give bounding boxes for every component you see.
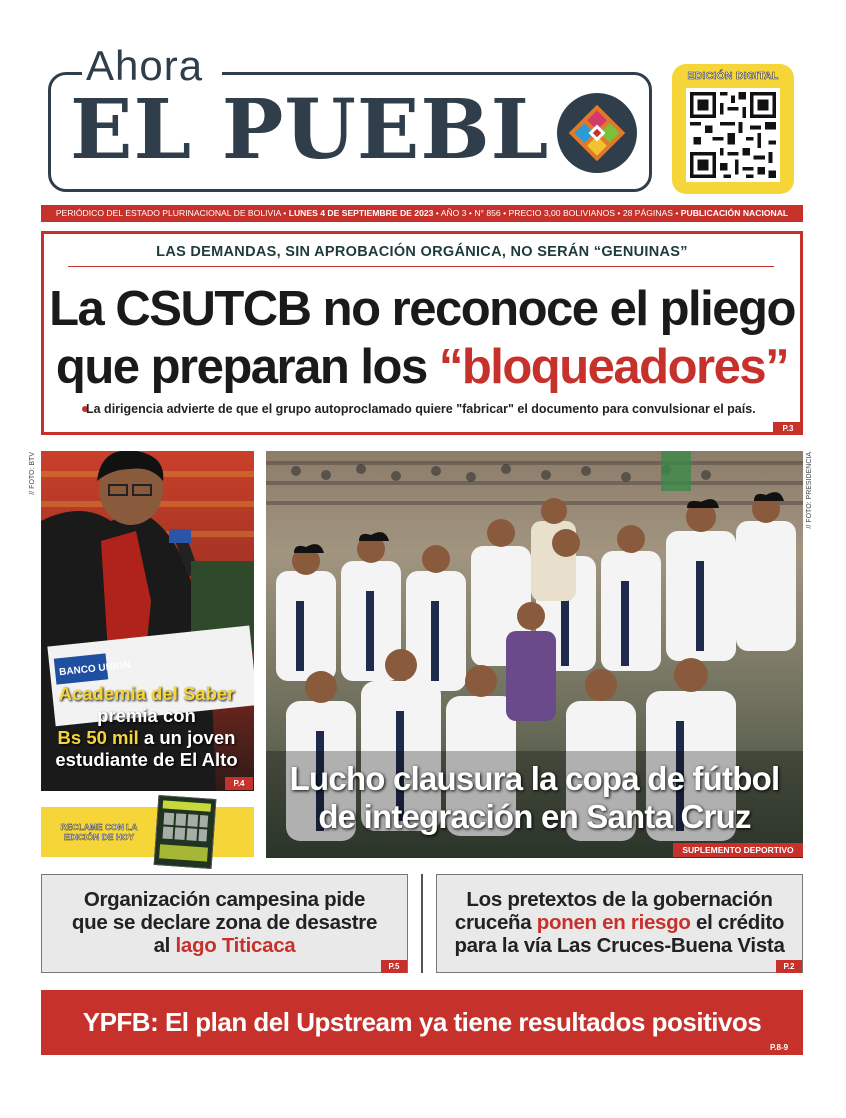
story-titicaca-line-2: que se declare zona de desastre: [71, 911, 378, 934]
headline-line-2-highlight: “bloqueadores”: [438, 340, 789, 394]
main-story-page-tag: P.3: [773, 422, 803, 435]
story-titicaca-headline: [41, 888, 408, 957]
story-titicaca-line-1: Organización campesina pide: [83, 888, 366, 911]
left-story-line-3-rest: a un joven: [138, 727, 236, 748]
story-titicaca-page-tag: P.5: [381, 960, 407, 973]
headline-line-1: La CSUTCB no reconoce el pliego: [49, 282, 795, 336]
photo-credit-btv: // FOTO: BTV: [29, 452, 36, 495]
story-titicaca-line-3-plain: al: [153, 934, 176, 957]
story-gobernacion-page-tag: P.2: [776, 960, 802, 973]
check-bank-label: BANCO UNION: [58, 659, 132, 679]
left-story-line-1: Academia del Saber: [58, 683, 235, 704]
feature-story-line-1: Lucho clausura la copa de fútbol: [289, 760, 780, 797]
left-story-amount: Bs 50 mil: [57, 727, 139, 748]
price-label: PRECIO 3,00 BOLIVIANOS: [508, 208, 616, 218]
story-gobernacion-highlight: ponen en riesgo: [536, 911, 691, 934]
main-story-kicker: LAS DEMANDAS, SIN APROBACIÓN ORGÁNICA, NO SERÁN “GENUINAS”: [156, 244, 688, 260]
story-separator: [421, 874, 423, 973]
year-label: AÑO 3: [440, 208, 467, 218]
kicker-divider: [68, 266, 774, 267]
story-gobernacion-line-3: para la vía Las Cruces-Buena Vista: [454, 934, 785, 957]
left-story-page-tag: P.4: [225, 777, 253, 790]
ypfb-story-page-tag: P.8-9: [770, 1043, 789, 1052]
headline-line-2-plain: que preparan los: [55, 340, 439, 394]
chakana-logo-icon: [556, 92, 638, 174]
digital-edition-label: EDICIÓN DIGITAL: [687, 70, 779, 82]
story-gobernacion-line-2: [436, 911, 803, 934]
left-story-headline[interactable]: [44, 683, 249, 771]
left-story-line-4: estudiante de El Alto: [55, 749, 238, 770]
photo-credit-presidencia: // FOTO: PRESIDENCIA: [806, 452, 813, 529]
headline-line-2: [41, 338, 803, 396]
ypfb-story-headline: YPFB: El plan del Upstream ya tiene resultados positivos: [82, 1007, 762, 1037]
sports-supplement-tag: SUPLEMENTO DEPORTIVO: [673, 843, 803, 857]
promo-text: RECLAME CON LA EDICIÓN DE HOY: [60, 822, 138, 842]
pages-label: 28 PÁGINAS: [622, 208, 673, 218]
masthead-title[interactable]: [70, 82, 549, 178]
masthead-title-text: EL PUEBL: [70, 82, 550, 178]
edition-label: PUBLICACIÓN NACIONAL: [680, 208, 789, 218]
left-story-line-3: [44, 727, 249, 749]
feature-story-headline[interactable]: [266, 760, 803, 836]
qr-code-icon[interactable]: [686, 88, 780, 182]
date-label: LUNES 4 DE SEPTIEMBRE DE 2023: [288, 208, 434, 218]
story-gobernacion-headline: [436, 888, 803, 957]
feature-story-line-2: de integración en Santa Cruz: [318, 798, 751, 835]
story-titicaca-highlight: lago Titicaca: [175, 934, 296, 957]
story-gobernacion-line-2-plain-b: el crédito: [690, 911, 785, 934]
issue-number: N° 856: [474, 208, 501, 218]
edition-info-bar: PERIÓDICO DEL ESTADO PLURINACIONAL DE BOLIVIA • LUNES 4 DE SEPTIEMBRE DE 2023 • AÑO 3 • N° 856 • PRECIO 3,00 BOLIVIANOS • 28 PÁGINAS • PUBLICACIÓN NACIONAL: [41, 205, 803, 222]
supplement-cover-icon: [155, 796, 216, 868]
supplement-thumbnail[interactable]: [154, 795, 217, 869]
publisher-label: PERIÓDICO DEL ESTADO PLURINACIONAL DE BOLIVIA: [55, 208, 281, 218]
main-story-summary: La dirigencia advierte de que el grupo autoproclamado quiere "fabricar" el documento para convulsionar el país.: [86, 402, 756, 416]
masthead-ahora: Ahora: [86, 42, 204, 89]
story-titicaca-line-3: [41, 934, 408, 957]
main-story-headline[interactable]: [41, 280, 803, 396]
story-gobernacion-line-2-plain-a: cruceña: [454, 911, 537, 934]
story-gobernacion-line-1: Los pretextos de la gobernación: [466, 888, 773, 911]
left-story-line-2: premia con: [97, 705, 196, 726]
